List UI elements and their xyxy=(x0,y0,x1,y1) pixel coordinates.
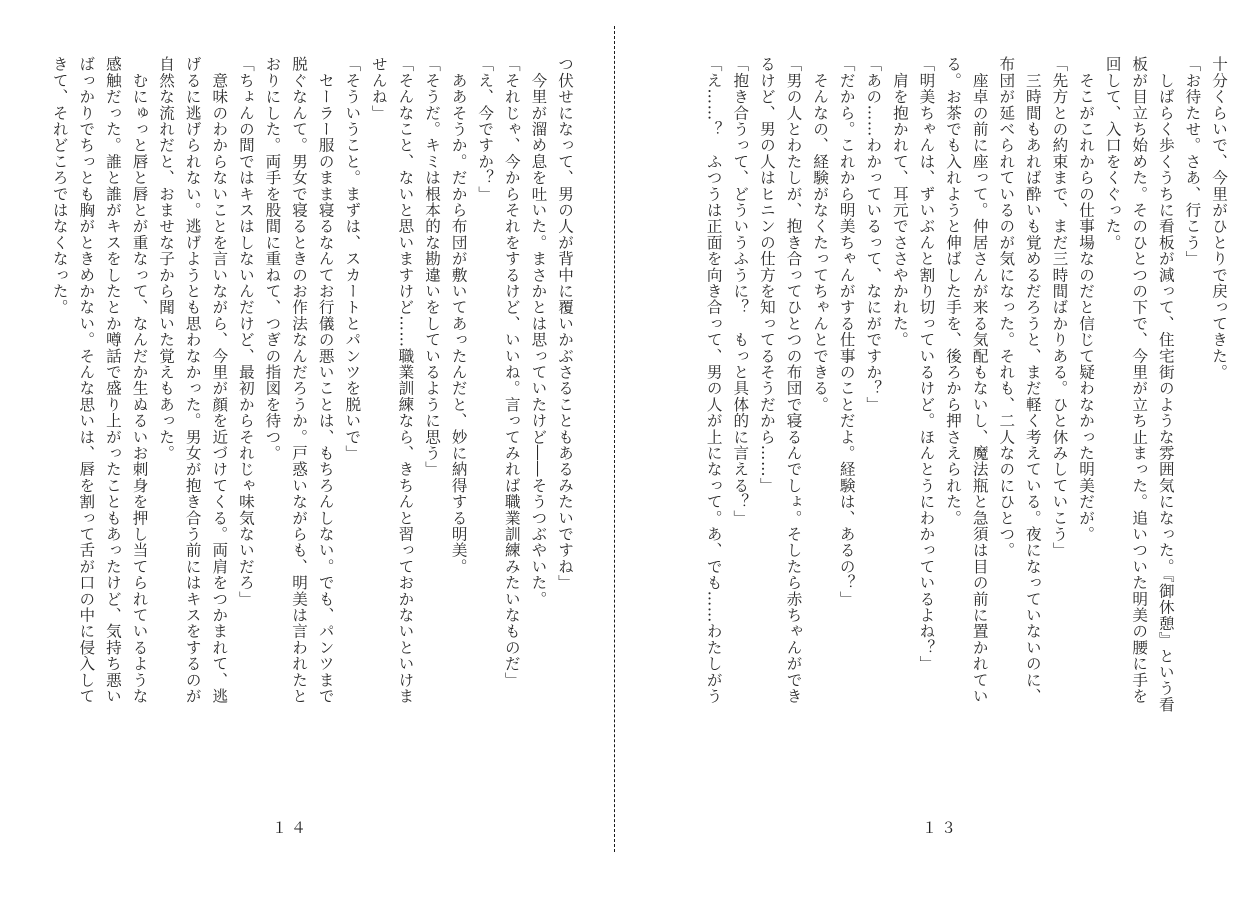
page-number-left: １４ xyxy=(272,819,311,837)
text-line: つ伏せになって、男の人が背中に覆いかぶさることもあるみたいですね」 xyxy=(556,56,574,591)
text-line: 「だから。これから明美ちゃんがする仕事のことだよ。経験は、あるの？」 xyxy=(837,56,856,607)
text-line: 「そんなこと、ないと思いますけど……職業訓練なら、きちんと習っておかないといけま xyxy=(396,56,415,704)
text-line: ばっかりでちっとも胸がときめかない。そんな思いは、唇を割って舌が口の中に侵入して xyxy=(77,56,96,704)
right-page-body xyxy=(700,56,1232,724)
text-line: 「それじゃ、今からそれをするけど、いいね。言ってみれば職業訓練みたいなものだ」 xyxy=(502,56,521,688)
text-line: 「抱き合うって、どういうふうに？ もっと具体的に言える？」 xyxy=(731,56,750,526)
text-line: 座卓の前に座って。仲居さんが来る気配もないし、魔法瓶と急須は目の前に置かれてい xyxy=(970,56,989,704)
text-line: セーラー服のまま寝るなんてお行儀の悪いことは、もちろんしない。でも、パンツまで xyxy=(316,56,335,704)
text-line: 十分くらいで、今里がひとりで戻ってきた。 xyxy=(1210,56,1228,380)
text-line: るけど、男の人はヒニンの仕方を知ってるそうだから……」 xyxy=(757,56,776,494)
text-line: ああそうか。だから布団が敷いてあったんだと、妙に納得する明美。 xyxy=(449,56,468,575)
text-line: 今里が溜め息を吐いた。まさかとは思っていたけど――そうつぶやいた。 xyxy=(529,56,548,607)
text-line: 肩を抱かれて、耳元でささやかれた。 xyxy=(890,56,909,348)
text-line: 感触だった。誰と誰がキスをしたとか噂話で盛り上がったこともあったけど、気持ち悪い xyxy=(103,56,122,704)
text-line: 脱ぐなんて。男女で寝るときのお作法なんだろうか。戸惑いながらも、明美は言われたと xyxy=(290,56,309,704)
text-line: 「ちょんの間ではキスはしないんだけど、最初からそれじゃ味気ないだろ」 xyxy=(236,56,255,607)
text-line: 回して、入口をくぐった。 xyxy=(1103,56,1122,251)
text-line: そこがこれからの仕事場なのだと信じて疑わなかった明美だが。 xyxy=(1077,56,1096,542)
text-line: 三時間もあれば酔いも覚めるだろうと、まだ軽く考えている。夜になっていないのに、 xyxy=(1023,56,1042,704)
page-number-right: １３ xyxy=(922,819,961,837)
left-page xyxy=(0,0,600,900)
text-line: そんなの、経験がなくたってちゃんとできる。 xyxy=(811,56,830,413)
text-line: しばらく歩くうちに看板が減って、住宅街のような雰囲気になった。『御休憩』という看 xyxy=(1156,56,1175,713)
text-line: 自然な流れだと、おませな子から聞いた覚えもあった。 xyxy=(157,56,176,461)
text-line: 「え……？ ふつうは正面を向き合って、男の人が上になって。あ、でも……わたしがう xyxy=(704,56,723,704)
text-line: 「先方との約束まで、まだ三時間ばかりある。ひと休みしていこう」 xyxy=(1050,56,1069,559)
right-page xyxy=(630,0,1240,900)
text-line: むにゅっと唇と唇とが重なって、なんだか生ぬるいお刺身を押し当てられているような xyxy=(130,56,149,704)
text-line: 「そうだ。キミは根本的な勘違いをしているように思う」 xyxy=(423,56,442,478)
text-line: 「あの……わかっているって、なにがですか？」 xyxy=(864,56,883,413)
text-line: おりにした。両手を股間に重ねて、つぎの指図を待つ。 xyxy=(263,56,282,461)
text-line: 「え、今ですか？」 xyxy=(476,56,495,202)
text-line: 「お待たせ。さあ、行こう」 xyxy=(1183,56,1202,267)
text-line: 「男の人とわたしが、抱き合ってひとつの布団で寝るんでしょ。そしたら赤ちゃんができ xyxy=(784,56,803,704)
text-line: る。お茶でも入れようと伸ばした手を、後ろから押さえられた。 xyxy=(944,56,963,526)
left-page-body xyxy=(46,56,578,724)
text-line: せんね」 xyxy=(369,56,388,121)
text-line: 布団が延べられているのが気になった。それも、二人なのにひとつ。 xyxy=(997,56,1016,559)
page-divider xyxy=(614,26,615,852)
text-line: 板が目立ち始めた。そのひとつの下で、今里が立ち止まった。追いついた明美の腰に手を xyxy=(1130,56,1149,704)
text-line: きて、それどころではなくなった。 xyxy=(50,56,69,316)
text-line: 「そういうこと。まずは、スカートとパンツを脱いで」 xyxy=(343,56,362,461)
text-line: げるに逃げられない。逃げようとも思わなかった。男女が抱き合う前にはキスをするのが xyxy=(183,56,202,704)
text-line: 「明美ちゃんは、ずいぶんと割り切っているけど。ほんとうにわかっているよね？」 xyxy=(917,56,936,672)
text-line: 意味のわからないことを言いながら、今里が顔を近づけてくる。両肩をつかまれて、逃 xyxy=(210,56,229,704)
